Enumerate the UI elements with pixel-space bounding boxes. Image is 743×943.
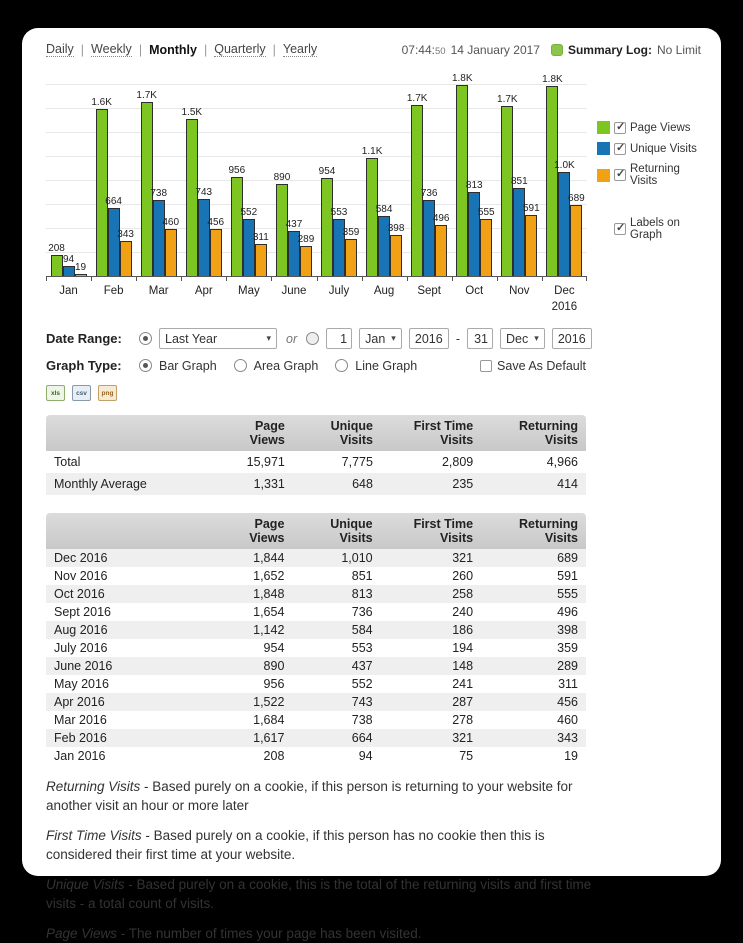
bar-page-views bbox=[273, 172, 291, 276]
row-label-cell: Dec 2016 bbox=[54, 551, 108, 566]
value-cell: 584 bbox=[351, 623, 373, 638]
row-label-cell: July 2016 bbox=[54, 641, 108, 656]
x-axis-label bbox=[91, 283, 136, 315]
excel-export-icon[interactable]: xls bbox=[46, 385, 65, 401]
table-row bbox=[46, 675, 586, 693]
table-row bbox=[46, 693, 586, 711]
definition-paragraph: Returning Visits - Based purely on a cookie, if this person is returning to your website for another visit an hour or more later bbox=[46, 779, 573, 814]
value-cell: 19 bbox=[564, 749, 578, 764]
bar-returning-visits bbox=[387, 223, 405, 276]
x-axis-label bbox=[407, 283, 452, 315]
bar-value-label: 954 bbox=[318, 166, 336, 177]
value-cell: 1,331 bbox=[253, 477, 285, 492]
from-day-input[interactable]: 1 bbox=[326, 328, 352, 349]
bar-group-dec bbox=[542, 74, 587, 276]
nav-separator: | bbox=[272, 42, 276, 57]
value-cell: 1,617 bbox=[253, 731, 285, 746]
legend-item-returning-visits bbox=[597, 163, 701, 187]
value-cell: 813 bbox=[351, 587, 373, 602]
corner-header bbox=[46, 513, 214, 549]
bar-value-label: 552 bbox=[240, 207, 258, 218]
chevron-down-icon: ▾ bbox=[391, 333, 396, 344]
x-axis-label bbox=[226, 283, 271, 315]
row-label-cell: June 2016 bbox=[54, 659, 113, 674]
save-as-default-label: Save As Default bbox=[497, 358, 586, 373]
bar-value-label: 398 bbox=[387, 223, 405, 234]
bar-value-label: 496 bbox=[432, 213, 450, 224]
value-cell: 1,010 bbox=[341, 551, 373, 566]
axis-tick bbox=[46, 277, 47, 281]
bar-graph-radio[interactable] bbox=[139, 359, 152, 372]
axis-tick bbox=[181, 277, 182, 281]
value-cell: 75 bbox=[459, 749, 474, 764]
bar-value-label: 1.7K bbox=[136, 90, 157, 101]
x-axis-label bbox=[271, 283, 316, 315]
bar-value-label: 343 bbox=[117, 229, 134, 240]
date-range-row bbox=[46, 328, 701, 349]
bar-page-views bbox=[318, 166, 336, 276]
value-cell: 289 bbox=[557, 659, 578, 674]
bar-unique-visits bbox=[105, 196, 122, 276]
topbar-info bbox=[402, 43, 701, 57]
bar-value-label: 94 bbox=[62, 254, 75, 265]
value-cell: 194 bbox=[452, 641, 474, 656]
definition-paragraph: Page Views - The number of times your page has been visited. bbox=[46, 925, 422, 941]
chart-xaxis bbox=[46, 283, 587, 315]
bar-value-label: 1.8K bbox=[542, 74, 563, 85]
bar-unique-visits bbox=[240, 207, 258, 276]
bar-group-jan bbox=[46, 81, 91, 276]
row-label-cell: Monthly Average bbox=[54, 477, 147, 492]
bar-value-label: 437 bbox=[285, 219, 303, 230]
bar-returning-visits bbox=[432, 213, 450, 276]
bar-group-sept bbox=[407, 81, 452, 276]
value-cell: 398 bbox=[557, 623, 578, 638]
legend-item-unique-visits bbox=[597, 142, 701, 155]
value-cell: 664 bbox=[351, 731, 373, 746]
summary-log-label: Summary Log: bbox=[567, 42, 652, 57]
value-cell: 553 bbox=[351, 641, 373, 656]
value-cell: 954 bbox=[263, 641, 285, 656]
bar-returning-visits bbox=[568, 193, 585, 276]
bar-page-views bbox=[228, 165, 246, 276]
legend-checkbox[interactable] bbox=[614, 122, 626, 134]
month-label: Apr bbox=[194, 285, 213, 297]
value-cell: 738 bbox=[351, 713, 373, 728]
x-axis-label bbox=[316, 283, 361, 315]
axis-tick bbox=[317, 277, 318, 281]
table-row bbox=[46, 567, 586, 585]
table-row bbox=[46, 621, 586, 639]
bar-unique-visits bbox=[420, 188, 438, 276]
graph-type-label: Graph Type: bbox=[46, 358, 122, 374]
axis-tick bbox=[271, 277, 272, 281]
csv-export-icon[interactable]: csv bbox=[72, 385, 91, 401]
table-row bbox=[46, 549, 586, 567]
area-graph-radio[interactable] bbox=[234, 359, 247, 372]
bar-value-label: 460 bbox=[162, 217, 180, 228]
definition-term: Unique Visits bbox=[46, 876, 125, 892]
bar-value-label: 736 bbox=[420, 188, 438, 199]
bar-value-label: 553 bbox=[330, 207, 348, 218]
value-cell: 148 bbox=[452, 659, 474, 674]
bar-unique-visits bbox=[465, 180, 483, 276]
legend-checkbox[interactable] bbox=[614, 143, 626, 155]
column-header: First Time Visits bbox=[381, 415, 481, 451]
nav-separator: | bbox=[203, 42, 208, 57]
row-label-cell: Mar 2016 bbox=[54, 713, 107, 728]
nav-separator: | bbox=[138, 42, 143, 57]
bar-group-june bbox=[271, 81, 316, 276]
value-cell: 555 bbox=[557, 587, 578, 602]
date-range-preset-radio[interactable] bbox=[139, 332, 152, 345]
date-range-dash: - bbox=[455, 331, 460, 346]
bar-value-label: 311 bbox=[252, 232, 269, 243]
bar-value-label: 555 bbox=[477, 207, 495, 218]
definition-paragraph: First Time Visits - Based purely on a cookie, if this person has no cookie then this is considered their first time at your website. bbox=[46, 827, 545, 862]
bar-unique-visits bbox=[554, 160, 575, 276]
value-cell: 94 bbox=[358, 749, 373, 764]
row-label-cell: Feb 2016 bbox=[54, 731, 107, 746]
axis-tick bbox=[362, 277, 363, 281]
bar-value-label: 664 bbox=[105, 196, 122, 207]
bar-value-label: 956 bbox=[228, 165, 246, 176]
bar-value-label: 584 bbox=[375, 204, 393, 215]
bar-unique-visits bbox=[150, 188, 168, 276]
value-cell: 4,966 bbox=[546, 455, 578, 470]
table-row bbox=[46, 451, 586, 473]
to-month-select[interactable] bbox=[500, 328, 545, 349]
bar-group-nov bbox=[497, 81, 542, 276]
table-row bbox=[46, 711, 586, 729]
save-as-default-option bbox=[480, 359, 586, 373]
value-cell: 591 bbox=[557, 569, 578, 584]
bar-value-label: 813 bbox=[465, 180, 483, 191]
bar-group-aug bbox=[362, 81, 407, 276]
bar-returning-visits bbox=[252, 232, 269, 276]
chart-legend-panel bbox=[587, 81, 701, 315]
bar-value-label: 1.7K bbox=[497, 94, 518, 105]
definitions bbox=[46, 778, 598, 943]
value-cell: 235 bbox=[452, 477, 474, 492]
bar-page-views bbox=[361, 146, 383, 276]
year-label: 2016 bbox=[551, 301, 578, 314]
bar-returning-visits bbox=[117, 229, 134, 276]
value-cell: 1,848 bbox=[253, 587, 285, 602]
bar-value-label: 456 bbox=[207, 217, 225, 228]
bar-value-label: 1.7K bbox=[406, 93, 428, 104]
x-axis-label bbox=[362, 283, 407, 315]
value-cell: 1,684 bbox=[253, 713, 285, 728]
bar-group-oct bbox=[451, 73, 497, 276]
summary-table-header-row bbox=[46, 415, 586, 451]
legend-label: Page Views bbox=[630, 121, 691, 134]
bar-value-label: 743 bbox=[195, 187, 213, 198]
month-label: Sept bbox=[417, 285, 441, 297]
value-cell: 186 bbox=[452, 623, 474, 638]
save-as-default-checkbox[interactable] bbox=[480, 360, 492, 372]
preset-select-value: Last Year bbox=[165, 331, 218, 346]
bar-value-label: 689 bbox=[568, 193, 585, 204]
definition-paragraph: Unique Visits - Based purely on a cookie, this is the total of the returning visits and first time visits - a total count of visits. bbox=[46, 876, 592, 911]
value-cell: 956 bbox=[263, 677, 285, 692]
month-label: Mar bbox=[148, 285, 169, 297]
header-date: 14 January 2017 bbox=[450, 42, 540, 57]
month-label: Aug bbox=[373, 285, 395, 297]
value-cell: 343 bbox=[557, 731, 578, 746]
value-cell: 208 bbox=[263, 749, 285, 764]
export-toolbar bbox=[46, 385, 701, 401]
row-label-cell: May 2016 bbox=[54, 677, 109, 692]
legend-label: Unique Visits bbox=[630, 142, 697, 155]
value-cell: 851 bbox=[351, 569, 373, 584]
value-cell: 240 bbox=[452, 605, 474, 620]
value-cell: 7,775 bbox=[341, 455, 373, 470]
legend-swatch bbox=[597, 169, 610, 182]
value-cell: 1,844 bbox=[253, 551, 285, 566]
bar-value-label: 738 bbox=[150, 188, 168, 199]
value-cell: 736 bbox=[351, 605, 373, 620]
month-label: July bbox=[328, 285, 350, 297]
legend-swatch bbox=[597, 121, 610, 134]
row-label-cell: Total bbox=[54, 455, 81, 470]
bar-group-apr bbox=[181, 81, 226, 276]
table-row bbox=[46, 729, 586, 747]
bar-unique-visits bbox=[195, 187, 213, 276]
column-header: Unique Visits bbox=[293, 415, 381, 451]
value-cell: 496 bbox=[557, 605, 578, 620]
value-cell: 2,809 bbox=[441, 455, 474, 470]
axis-tick bbox=[91, 277, 92, 281]
bar-value-label: 1.8K bbox=[451, 73, 473, 84]
to-year-input[interactable]: 2016 bbox=[552, 328, 592, 349]
bar-group-feb bbox=[91, 81, 136, 276]
labels-on-graph-label: Labels on Graph bbox=[630, 217, 680, 241]
date-range-custom-radio[interactable] bbox=[306, 332, 319, 345]
bar-page-views bbox=[48, 243, 65, 276]
bar-page-views bbox=[542, 74, 563, 276]
value-cell: 321 bbox=[452, 551, 474, 566]
table-row bbox=[46, 657, 586, 675]
bar-value-label: 1.5K bbox=[181, 107, 203, 118]
from-year-input[interactable]: 2016 bbox=[409, 328, 449, 349]
value-cell: 258 bbox=[452, 587, 474, 602]
month-label: Oct bbox=[465, 285, 484, 297]
nav-separator: | bbox=[80, 42, 85, 57]
summary-log-icon bbox=[551, 44, 563, 56]
row-label-cell: Aug 2016 bbox=[54, 623, 108, 638]
bar-unique-visits bbox=[510, 176, 528, 276]
bar-unique-visits bbox=[62, 254, 75, 276]
bar-group-mar bbox=[136, 81, 181, 276]
legend-label: Returning Visits bbox=[630, 163, 680, 187]
bar-returning-visits bbox=[207, 217, 225, 276]
corner-header bbox=[46, 415, 214, 451]
bar-graph-label: Bar Graph bbox=[159, 358, 217, 373]
table-row bbox=[46, 585, 586, 603]
bar-value-label: 591 bbox=[522, 203, 540, 214]
value-cell: 552 bbox=[351, 677, 373, 692]
value-cell: 311 bbox=[558, 677, 578, 692]
monthly-table-header-row bbox=[46, 513, 586, 549]
x-axis-label bbox=[181, 283, 226, 315]
axis-tick bbox=[586, 277, 587, 281]
chart-area bbox=[46, 73, 701, 315]
value-cell: 278 bbox=[452, 713, 474, 728]
clock-time: 07:44:50 bbox=[401, 42, 446, 57]
bar-value-label: 1.0K bbox=[554, 160, 575, 171]
value-cell: 414 bbox=[557, 477, 578, 492]
labels-on-graph-option bbox=[614, 217, 701, 241]
value-cell: 689 bbox=[557, 551, 578, 566]
x-axis-label bbox=[46, 283, 91, 315]
area-graph-label: Area Graph bbox=[253, 358, 319, 373]
value-cell: 1,522 bbox=[253, 695, 285, 710]
value-cell: 260 bbox=[452, 569, 474, 584]
bar-value-label: 851 bbox=[510, 176, 528, 187]
bar-value-label: 359 bbox=[342, 227, 360, 238]
summary-log-value: No Limit bbox=[656, 42, 701, 57]
column-header: Returning Visits bbox=[481, 415, 586, 451]
column-header: Page Views bbox=[214, 415, 293, 451]
row-label-cell: Jan 2016 bbox=[54, 749, 106, 764]
from-month-value: Jan bbox=[365, 331, 386, 346]
value-cell: 321 bbox=[452, 731, 474, 746]
bar-value-label: 19 bbox=[74, 262, 87, 273]
definition-term: Page Views bbox=[46, 925, 118, 941]
bar-returning-visits bbox=[162, 217, 180, 276]
table-row bbox=[46, 473, 586, 495]
bar-returning-visits bbox=[477, 207, 495, 276]
month-label: Feb bbox=[103, 285, 124, 297]
table-row bbox=[46, 639, 586, 657]
axis-tick bbox=[542, 277, 543, 281]
stats-panel bbox=[22, 28, 721, 941]
month-label: June bbox=[281, 285, 307, 297]
value-cell: 460 bbox=[557, 713, 578, 728]
bar-value-label: 208 bbox=[48, 243, 65, 254]
legend-item-page-views bbox=[597, 121, 701, 134]
value-cell: 1,654 bbox=[253, 605, 285, 620]
value-cell: 743 bbox=[351, 695, 373, 710]
line-graph-label: Line Graph bbox=[355, 358, 418, 373]
bar-value-label: 890 bbox=[273, 172, 291, 183]
x-axis-label bbox=[136, 283, 181, 315]
image-export-icon[interactable]: png bbox=[98, 385, 117, 401]
axis-tick bbox=[497, 277, 498, 281]
x-axis-label bbox=[452, 283, 497, 315]
axis-tick bbox=[452, 277, 453, 281]
bar-returning-visits bbox=[342, 227, 360, 276]
row-label-cell: Sept 2016 bbox=[54, 605, 111, 620]
summary-table bbox=[46, 415, 586, 495]
bar-value-label: 289 bbox=[297, 234, 315, 245]
bar-returning-visits bbox=[74, 262, 87, 276]
definition-term: Returning Visits bbox=[46, 779, 141, 795]
to-day-input[interactable]: 31 bbox=[467, 328, 493, 349]
month-label: May bbox=[237, 285, 260, 297]
table-row bbox=[46, 603, 586, 621]
row-label-cell: Oct 2016 bbox=[54, 587, 105, 602]
value-cell: 1,142 bbox=[253, 623, 285, 638]
axis-tick bbox=[226, 277, 227, 281]
value-cell: 287 bbox=[452, 695, 474, 710]
month-label: Nov bbox=[509, 285, 530, 297]
chevron-down-icon: ▾ bbox=[266, 333, 271, 344]
bar-page-views bbox=[91, 97, 112, 276]
monthly-table bbox=[46, 513, 586, 765]
axis-tick bbox=[136, 277, 137, 281]
chevron-down-icon: ▾ bbox=[534, 333, 539, 344]
column-header: Returning Visits bbox=[481, 513, 586, 549]
top-bar bbox=[46, 42, 701, 57]
line-graph-radio[interactable] bbox=[335, 359, 348, 372]
nav-tab-weekly[interactable]: Weekly bbox=[91, 42, 132, 56]
value-cell: 648 bbox=[352, 477, 373, 492]
nav-tab-yearly[interactable]: Yearly bbox=[282, 42, 318, 56]
table-row bbox=[46, 747, 586, 765]
legend-checkbox[interactable] bbox=[614, 169, 626, 181]
bar-page-views bbox=[497, 94, 518, 276]
value-cell: 456 bbox=[557, 695, 578, 710]
labels-on-graph-checkbox[interactable] bbox=[614, 223, 626, 235]
month-label: Dec bbox=[554, 285, 575, 297]
from-month-select[interactable] bbox=[359, 328, 402, 349]
bar-returning-visits bbox=[522, 203, 540, 276]
legend-swatch bbox=[597, 142, 610, 155]
chart-plot bbox=[46, 73, 587, 277]
value-cell: 1,652 bbox=[253, 569, 285, 584]
month-label: Jan bbox=[59, 285, 78, 297]
bar-value-label: 1.6K bbox=[91, 97, 112, 108]
value-cell: 241 bbox=[452, 677, 474, 692]
value-cell: 437 bbox=[351, 659, 373, 674]
date-range-label: Date Range: bbox=[46, 331, 122, 347]
nav-tabs bbox=[46, 42, 317, 57]
nav-tab-monthly[interactable]: Monthly bbox=[149, 42, 197, 57]
value-cell: 15,971 bbox=[246, 455, 285, 470]
to-month-value: Dec bbox=[505, 331, 529, 346]
column-header: Page Views bbox=[214, 513, 292, 549]
row-label-cell: Nov 2016 bbox=[54, 569, 108, 584]
nav-tab-daily[interactable]: Daily bbox=[46, 42, 74, 56]
nav-tab-quarterly[interactable]: Quarterly bbox=[214, 42, 266, 56]
value-cell: 359 bbox=[557, 641, 578, 656]
date-range-preset-select[interactable] bbox=[159, 328, 277, 349]
or-label: or bbox=[286, 331, 298, 346]
bar-chart bbox=[46, 73, 587, 315]
bar-group-july bbox=[316, 81, 361, 276]
bar-value-label: 1.1K bbox=[361, 146, 383, 157]
column-header: First Time Visits bbox=[381, 513, 481, 549]
value-cell: 890 bbox=[263, 659, 285, 674]
column-header: Unique Visits bbox=[292, 513, 380, 549]
bar-group-may bbox=[226, 81, 271, 276]
chart-legend bbox=[597, 121, 701, 187]
x-axis-label bbox=[497, 283, 542, 315]
x-axis-label bbox=[542, 283, 587, 315]
bar-returning-visits bbox=[297, 234, 315, 276]
axis-tick bbox=[407, 277, 408, 281]
graph-type-row bbox=[46, 358, 586, 373]
row-label-cell: Apr 2016 bbox=[54, 695, 105, 710]
definition-term: First Time Visits bbox=[46, 827, 142, 843]
